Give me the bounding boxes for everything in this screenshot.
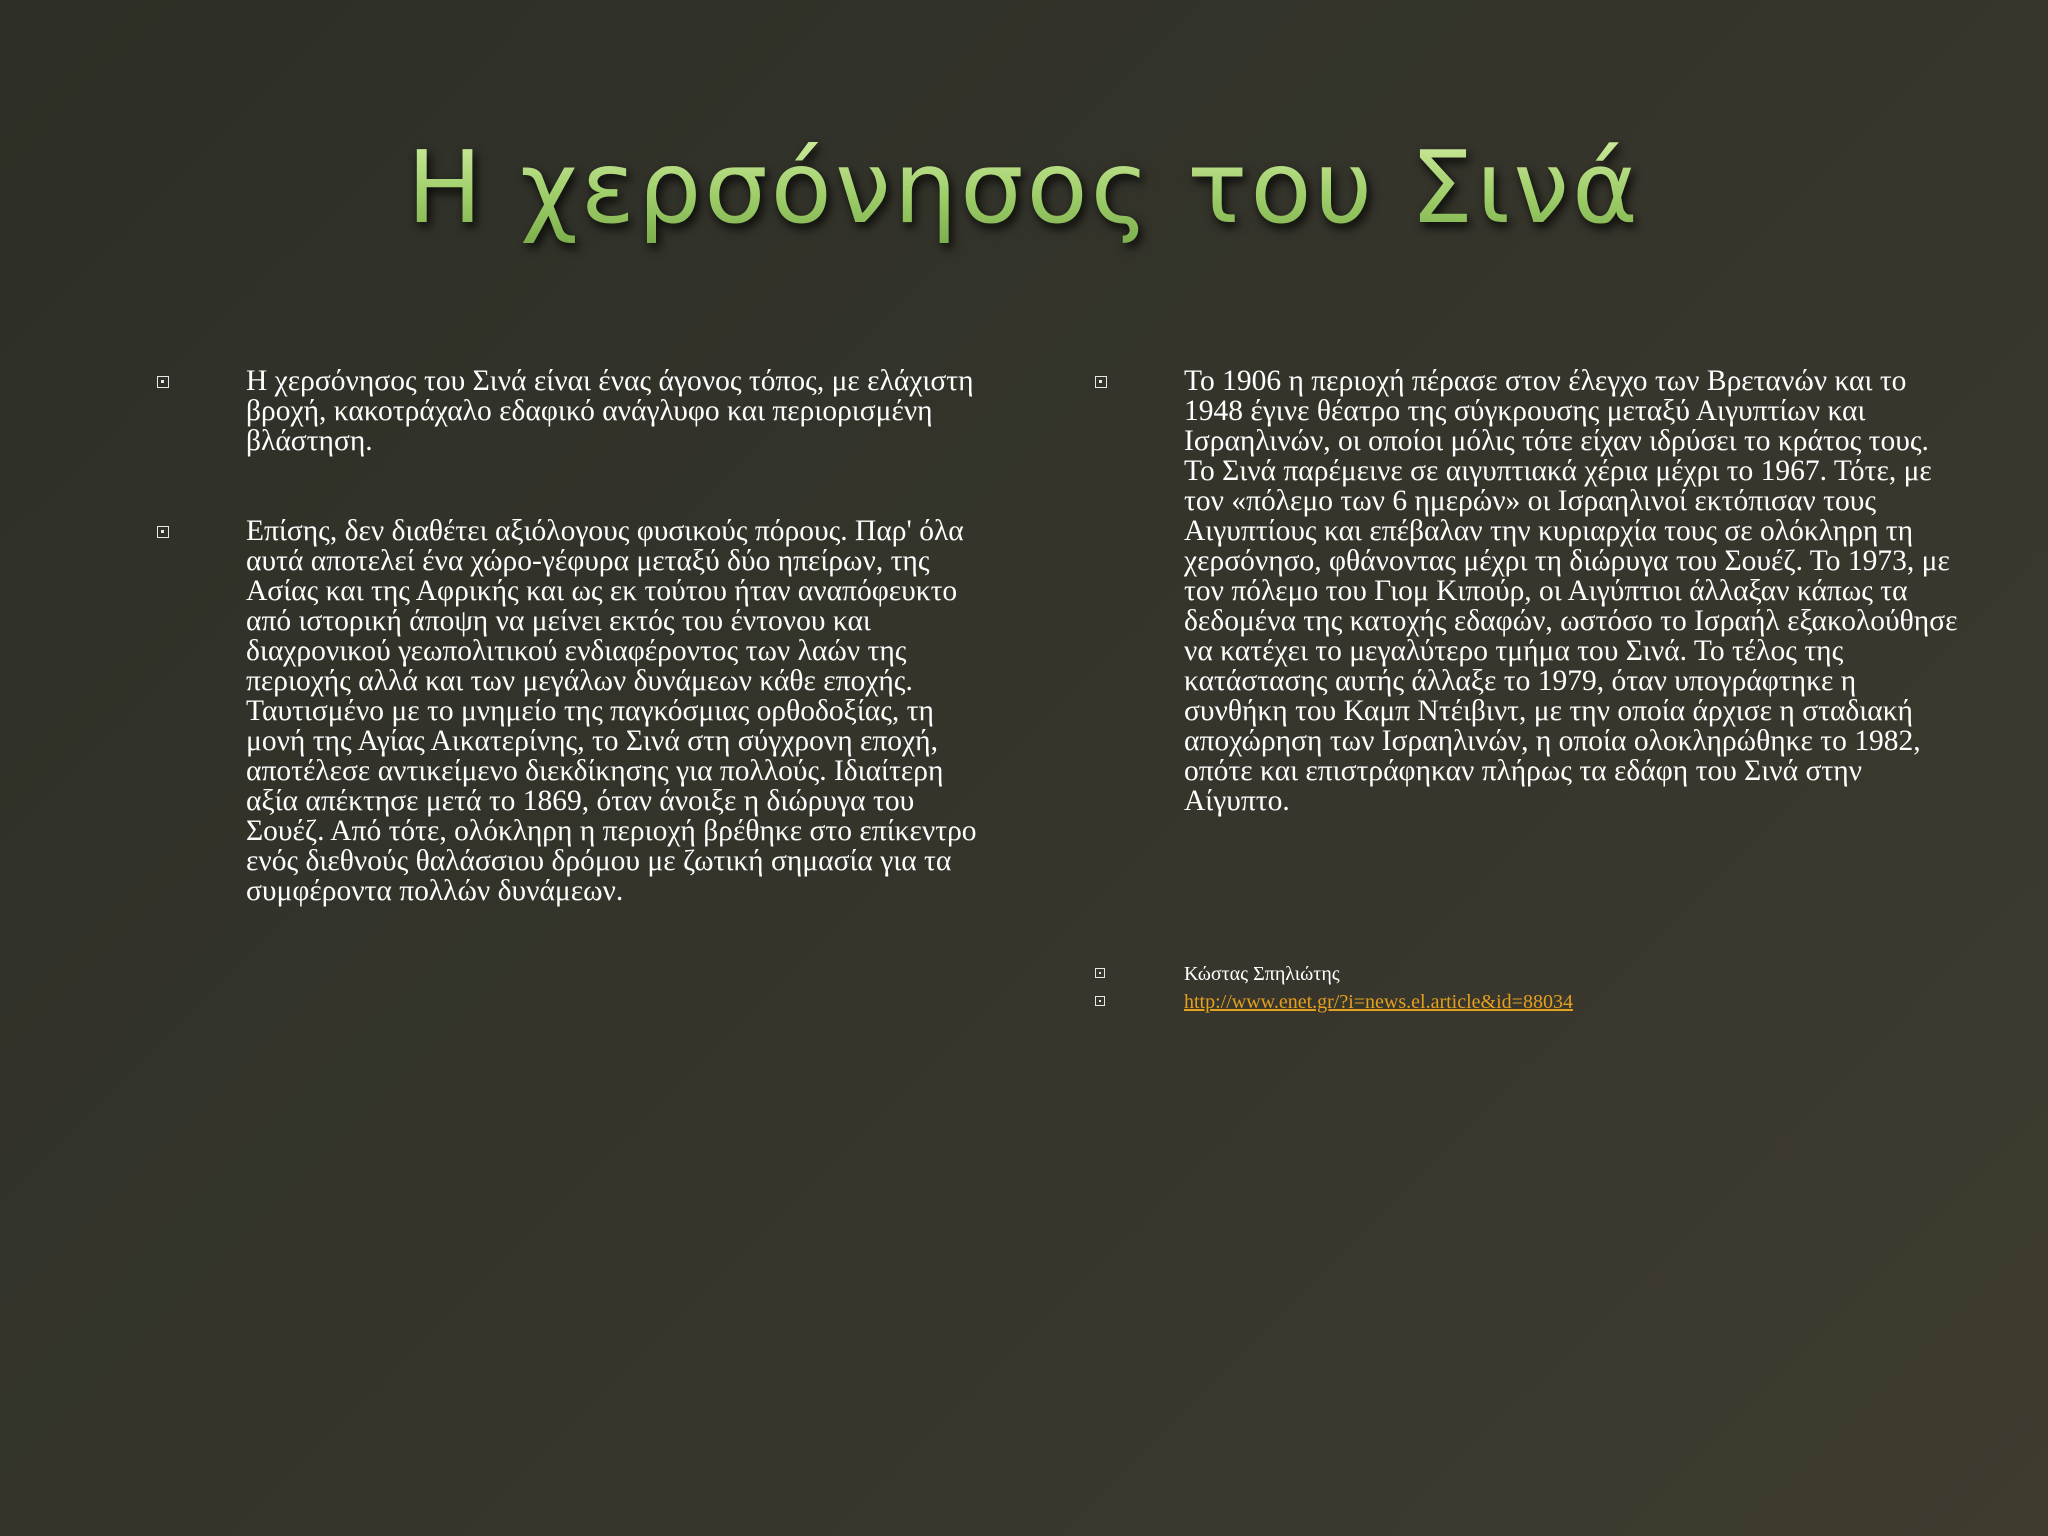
square-bullet-icon [1095, 968, 1105, 978]
right-bullet-1 [1093, 366, 1963, 816]
left-bullet-2 [155, 516, 995, 906]
square-bullet-icon [157, 376, 169, 388]
square-bullet-icon [157, 526, 169, 538]
slide-title: Η χερσόνησος του Σινά [0, 128, 2048, 248]
source-link[interactable]: http://www.enet.gr/?i=news.el.article&id=88034 [1184, 991, 1573, 1013]
credits-list [1093, 960, 1963, 1016]
source-credit [1093, 988, 1963, 1016]
author-credit [1093, 960, 1963, 988]
square-bullet-icon [1095, 996, 1105, 1006]
square-bullet-icon [1095, 376, 1107, 388]
left-bullet-1 [155, 366, 995, 456]
left-bullet-1-text: Η χερσόνησος του Σινά είναι ένας άγονος τόπος, με ελάχιστη βροχή, κακοτράχαλο εδαφικό ανάγλυφο και περιορισμένη βλάστηση. [246, 365, 974, 457]
left-column [155, 366, 995, 906]
right-column [1093, 366, 1963, 816]
right-bullet-1-text: Το 1906 η περιοχή πέρασε στον έλεγχο των Βρετανών και το 1948 έγινε θέατρο της σύγκρουσης μεταξύ Αιγυπτίων και Ισραηλινών, οι οποίοι μόλις τότε είχαν ιδρύσει το κράτος τους. Το Σινά παρέμεινε σε αιγυπτιακά χέρια μέχρι το 1967. Τότε, με τον «πόλεμο των 6 ημερών» οι Ισραηλινοί εκτόπισαν τους Αιγυπτίους και επέβαλαν την κυριαρχία τους σε ολόκληρη τη χερσόνησο, φθάνοντας μέχρι τη διώρυγα του Σουέζ. Το 1973, με τον πόλεμο του Γιομ Κιπούρ, οι Αιγύπτιοι άλλαξαν κάπως τα δεδομένα της κατοχής εδαφών, ωστόσο το Ισραήλ εξακολούθησε να κατέχει το μεγαλύτερο τμήμα του Σινά. Το τέλος της κατάστασης αυτής άλλαξε το 1979, όταν υπογράφτηκε η συνθήκη του Καμπ Ντέιβιντ, με την οποία άρχισε η σταδιακή αποχώρηση των Ισραηλινών, η οποία ολοκληρώθηκε το 1982, οπότε και επιστράφηκαν πλήρως τα εδάφη του Σινά στην Αίγυπτο. [1184, 365, 1958, 817]
left-bullet-2-text: Επίσης, δεν διαθέτει αξιόλογους φυσικούς πόρους. Παρ' όλα αυτά αποτελεί ένα χώρο-γέφυρα μεταξύ δύο ηπείρων, της Ασίας και της Αφρικής και ως εκ τούτου ήταν αναπόφευκτο από ιστορική άποψη να μείνει εκτός του έντονου και διαχρονικού γεωπολιτικού ενδιαφέροντος των λαών της περιοχής αλλά και των μεγάλων δυνάμεων κάθε εποχής. Ταυτισμένο με το μνημείο της παγκόσμιας ορθοδοξίας, τη μονή της Αγίας Αικατερίνης, το Σινά στη σύγχρονη εποχή, αποτέλεσε αντικείμενο διεκδίκησης για πολλούς. Ιδιαίτερη αξία απέκτησε μετά το 1869, όταν άνοιξε η διώρυγα του Σουέζ. Από τότε, ολόκληρη η περιοχή βρέθηκε στο επίκεντρο ενός διεθνούς θαλάσσιου δρόμου με ζωτική σημασία για τα συμφέροντα πολλών δυνάμεων. [246, 515, 977, 907]
author-name: Κώστας Σπηλιώτης [1184, 963, 1340, 985]
